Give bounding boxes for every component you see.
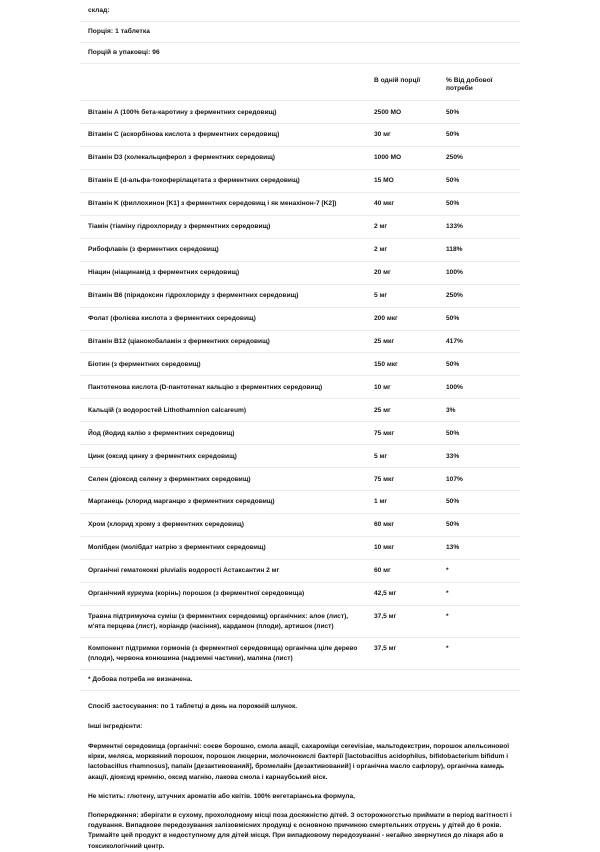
warning-text: Попередження: зберігати в сухому, прохолодному місці поза досяжністю дітей. З осторожногстью приймати в період вагітності і годування. Випадкове передозування залізовмісних продукці є основною причиною смертельних отруєнь у дітей до 6 років. Тримайте цей продукт в недоступному для дітей місця. При випадковому передозуванні - негайно звернутися до лікаря або в токсикологічний центр. <box>88 811 512 850</box>
ingredient-amount: 1 мг <box>374 491 446 514</box>
ingredient-amount: 10 мг <box>374 376 446 399</box>
ingredient-daily-value: 50% <box>446 101 520 124</box>
table-row <box>80 147 520 170</box>
ingredient-name: Вітамін D3 (холекальциферол з ферментних середовищ) <box>80 147 374 170</box>
directions-text: Спосіб застосування: по 1 таблетці в день на порожній шлунок. <box>88 703 298 711</box>
ingredient-daily-value: * <box>446 638 520 670</box>
table-row <box>80 101 520 124</box>
ingredient-name: Цинк (оксид цинку з ферментних середовищ) <box>80 445 374 468</box>
ingredient-amount: 15 МО <box>374 169 446 192</box>
ingredient-amount: 30 мг <box>374 124 446 147</box>
free-from-text: Не містить: глютену, штучних ароматів або квітів. 100% вегетаріанська формула, <box>88 793 355 801</box>
table-row <box>80 422 520 445</box>
ingredient-name: Органічні гематококкі pluvialis водорості Астаксантин 2 мг <box>80 559 374 582</box>
ingredient-daily-value: 50% <box>446 192 520 215</box>
ingredient-amount: 200 мкг <box>374 307 446 330</box>
table-row <box>80 330 520 353</box>
ingredient-daily-value: 250% <box>446 147 520 170</box>
table-row <box>80 536 520 559</box>
column-header-dv: % Від добової потреби <box>446 77 520 101</box>
ingredient-daily-value: 33% <box>446 445 520 468</box>
ingredient-amount: 2 мг <box>374 215 446 238</box>
ingredient-amount: 75 мкг <box>374 422 446 445</box>
ingredient-name: Фолат (фолієва кислота з ферментних середовищ) <box>80 307 374 330</box>
table-row <box>80 559 520 582</box>
other-ingredients-heading: Інші інгредієнти: <box>88 723 143 731</box>
ingredient-daily-value: * <box>446 605 520 637</box>
header-spacer <box>80 64 520 77</box>
table-row <box>80 124 520 147</box>
ingredient-name: Біотин (з ферментних середовищ) <box>80 353 374 376</box>
table-row <box>80 399 520 422</box>
column-header-name <box>80 77 374 101</box>
other-ingredients-text: Ферментні середовища (органічні: соєве борошно, смола акації, сахароміци cerevisiae, мальтодекстрин, порошок апельсинової кірки, меляса, морквяний порошок, порошок люцерни, молочнокислі бактерії [lactobacillus acidophilus, bifidobacterium bifidum і lactobacillus rhamnosus], папаїн [дезактивований], бромелайн [дезактивований] і органічна масло сафлору), органічна камедь акації, діоксид кремнію, оксид магнію, лакова смола і карнаубський віск. <box>88 742 510 781</box>
ingredient-amount: 2 мг <box>374 238 446 261</box>
table-row <box>80 468 520 491</box>
ingredient-daily-value: 50% <box>446 124 520 147</box>
ingredient-name: Вітамін A (100% бета-каротину з ферментних середовищ) <box>80 101 374 124</box>
ingredient-name: Травна підтримуюча суміш (з ферментних середовищ) органічних: алое (лист), м'ята перцева (лист), коріандр (насіння), кардамон (плоди), артишок (лист) <box>80 605 374 637</box>
ingredient-daily-value: 50% <box>446 353 520 376</box>
table-row <box>80 192 520 215</box>
table-row <box>80 638 520 670</box>
ingredient-daily-value: 50% <box>446 514 520 537</box>
table-header-row <box>80 77 520 101</box>
ingredient-name: Ніацин (ніацинамід з ферментних середовищ) <box>80 261 374 284</box>
table-row <box>80 353 520 376</box>
servings-per-container: Порцій в упаковці: 96 <box>80 43 520 64</box>
ingredient-name: Вітамін B12 (ціанокобаламін з ферментних середовищ) <box>80 330 374 353</box>
ingredient-amount: 60 мг <box>374 559 446 582</box>
ingredient-name: Вітамін B6 (піридоксин гідрохлориду з ферментних середовищ) <box>80 284 374 307</box>
ingredient-daily-value: 250% <box>446 284 520 307</box>
table-row <box>80 238 520 261</box>
ingredient-name: Компонент підтримки гормонів (з ферментної середовища) органічна ціле дерево (плоди), червона конюшина (надземні частини), малина (лист) <box>80 638 374 670</box>
ingredient-name: Рибофлавін (з ферментних середовищ) <box>80 238 374 261</box>
ingredient-daily-value: * <box>446 582 520 605</box>
ingredient-amount: 37,5 мг <box>374 638 446 670</box>
ingredient-name: Пантотенова кислота (D-пантотенат кальцію з ферментних середовищ) <box>80 376 374 399</box>
ingredient-amount: 20 мг <box>374 261 446 284</box>
ingredient-amount: 25 мкг <box>374 330 446 353</box>
table-row <box>80 582 520 605</box>
ingredient-daily-value: 50% <box>446 422 520 445</box>
column-header-amount: В одній порції <box>374 77 446 101</box>
table-body <box>80 101 520 670</box>
ingredient-amount: 5 мг <box>374 445 446 468</box>
ingredient-amount: 10 мкг <box>374 536 446 559</box>
ingredient-name: Молібден (молібдат натрію з ферментних середовищ) <box>80 536 374 559</box>
ingredient-name: Йод (йодид калію з ферментних середовищ) <box>80 422 374 445</box>
ingredient-daily-value: 100% <box>446 261 520 284</box>
ingredient-daily-value: 50% <box>446 491 520 514</box>
table-row <box>80 169 520 192</box>
ingredient-name: Вітамін K (филлохинон [K1] з ферментних середовищ і як менахінон-7 [K2]) <box>80 192 374 215</box>
composition-label: склад: <box>80 0 520 22</box>
ingredient-amount: 42,5 мг <box>374 582 446 605</box>
ingredient-name: Кальцій (з водоростей Lithothamnion calcareum) <box>80 399 374 422</box>
ingredient-name: Вітамін C (аскорбінова кислота з ферментних середовищ) <box>80 124 374 147</box>
ingredient-daily-value: 50% <box>446 307 520 330</box>
table-row <box>80 376 520 399</box>
ingredient-amount: 5 мг <box>374 284 446 307</box>
ingredient-daily-value: 50% <box>446 169 520 192</box>
table-row <box>80 514 520 537</box>
ingredient-name: Вітамін E (d-альфа-токоферілацетата з ферментних середовищ) <box>80 169 374 192</box>
ingredient-name: Селен (діоксид селену з ферментних середовищ) <box>80 468 374 491</box>
table-row <box>80 445 520 468</box>
ingredient-daily-value: 133% <box>446 215 520 238</box>
ingredient-name: Тіамін (тіаміну гідрохлориду з ферментних середовищ) <box>80 215 374 238</box>
ingredient-daily-value: 118% <box>446 238 520 261</box>
table-row <box>80 261 520 284</box>
table-row <box>80 215 520 238</box>
ingredient-daily-value: 3% <box>446 399 520 422</box>
serving-size: Порція: 1 таблетка <box>80 22 520 43</box>
supplement-facts-table <box>80 77 520 671</box>
table-row <box>80 307 520 330</box>
ingredient-daily-value: 13% <box>446 536 520 559</box>
ingredient-amount: 40 мкг <box>374 192 446 215</box>
ingredient-amount: 25 мг <box>374 399 446 422</box>
ingredient-amount: 75 мкг <box>374 468 446 491</box>
ingredient-daily-value: 100% <box>446 376 520 399</box>
ingredient-amount: 150 мкг <box>374 353 446 376</box>
ingredient-name: Марганець (хлорид марганцю з ферментних середовищ) <box>80 491 374 514</box>
ingredient-name: Хром (хлорид хрому з ферментних середовищ) <box>80 514 374 537</box>
ingredient-daily-value: 417% <box>446 330 520 353</box>
ingredient-daily-value: * <box>446 559 520 582</box>
ingredient-amount: 2500 МО <box>374 101 446 124</box>
ingredient-amount: 1000 МО <box>374 147 446 170</box>
table-row <box>80 284 520 307</box>
daily-value-footnote: * Добова потреба не визначена. <box>80 670 520 691</box>
ingredient-name: Органічний куркума (корінь) порошок (з ферментної середовища) <box>80 582 374 605</box>
ingredient-amount: 37,5 мг <box>374 605 446 637</box>
table-row <box>80 491 520 514</box>
ingredient-amount: 60 мкг <box>374 514 446 537</box>
ingredient-daily-value: 107% <box>446 468 520 491</box>
table-row <box>80 605 520 637</box>
